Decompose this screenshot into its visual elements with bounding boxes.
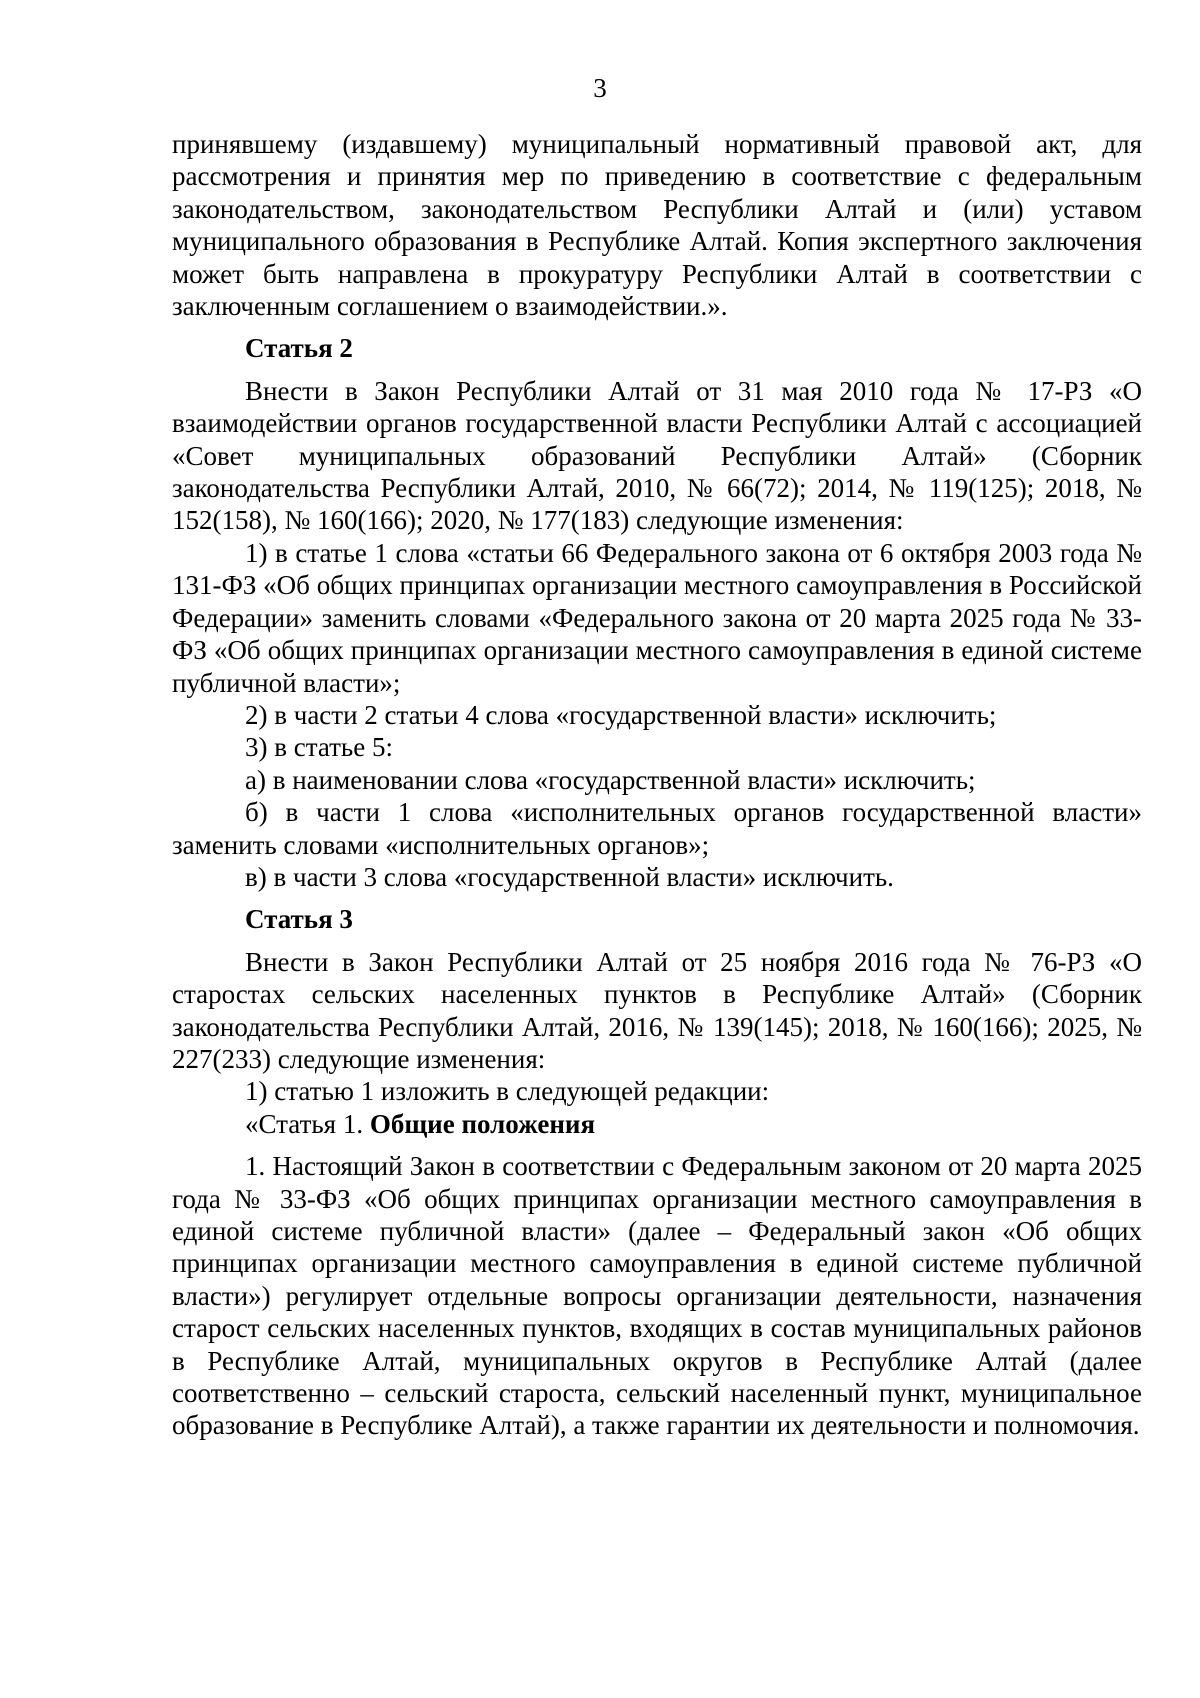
quoted-article-name: Общие положения [369, 1108, 596, 1139]
article-2-item: а) в наименовании слова «государственной власти» исключить; [245, 764, 976, 795]
article-3-intro: Внести в Закон Республики Алтай от 25 ноября 2016 года № 76-РЗ «О старостах сельских населенных пунктов в Республике Алтай» (Сборник законодательства Республики Алтай, 2016, № 139(145); 2018, № 160(166); 2025, № 227(233) следующие изменения: [172, 946, 1142, 1074]
document-body [172, 128, 1142, 1442]
article-2-intro: Внести в Закон Республики Алтай от 31 мая 2010 года № 17-РЗ «О взаимодействии органов государственной власти Республики Алтай с ассоциацией «Совет муниципальных образований Республики Алтай» (Сборник законодательства Республики Алтай, 2010, № 66(72); 2014, № 119(125); 2018, № 152(158), № 160(166); 2020, № 177(183) следующие изменения: [172, 375, 1142, 536]
article-2-item: 1) в статье 1 слова «статьи 66 Федерального закона от 6 октября 2003 года № 131-ФЗ «Об общих принципах организации местного самоуправления в Российской Федерации» заменить словами «Федерального закона от 20 марта 2025 года № 33-ФЗ «Об общих принципах организации местного самоуправления в единой системе публичной власти»; [172, 537, 1142, 698]
quoted-article-prefix: «Статья 1. [245, 1108, 370, 1139]
quoted-article-title [172, 1108, 1142, 1140]
article-2-item: б) в части 1 слова «исполнительных органов государственной власти» заменить словами «исполнительных органов»; [172, 797, 1142, 860]
article-2-item: в) в части 3 слова «государственной власти» исключить. [245, 861, 894, 892]
continuation-paragraph: принявшему (издавшему) муниципальный нормативный правовой акт, для рассмотрения и принятия мер по приведению в соответствие с федеральным законодательством, законодательством Республики Алтай и (или) уставом муниципального образования в Республике Алтай. Копия экспертного заключения может быть направлена в прокуратуру Республики Алтай в соответствии с заключенным соглашением о взаимодействии.». [172, 129, 1142, 322]
page-number: 3 [593, 73, 607, 103]
article-2-heading: Статья 2 [245, 333, 353, 364]
article-2-item: 3) в статье 5: [245, 732, 393, 763]
article-3-clause-1: 1. Настоящий Закон в соответствии с Федеральным законом от 20 марта 2025 года № 33-ФЗ «Об общих принципах организации местного самоуправления в единой системе публичной власти» (далее – Федеральный закон «Об общих принципах организации местного самоуправления в единой системе публичной власти») регулирует отдельные вопросы организации деятельности, назначения старост сельских населенных пунктов, входящих в состав муниципальных районов в Республике Алтай, муниципальных округов в Республике Алтай (далее соответственно – сельский староста, сельский населенный пункт, муниципальное образование в Республике Алтай), а также гарантии их деятельности и полномочия. [172, 1151, 1142, 1441]
article-2-item: 2) в части 2 статьи 4 слова «государственной власти» исключить; [245, 699, 997, 730]
article-3-heading: Статья 3 [245, 904, 353, 935]
article-3-item: 1) статью 1 изложить в следующей редакции: [245, 1076, 770, 1107]
